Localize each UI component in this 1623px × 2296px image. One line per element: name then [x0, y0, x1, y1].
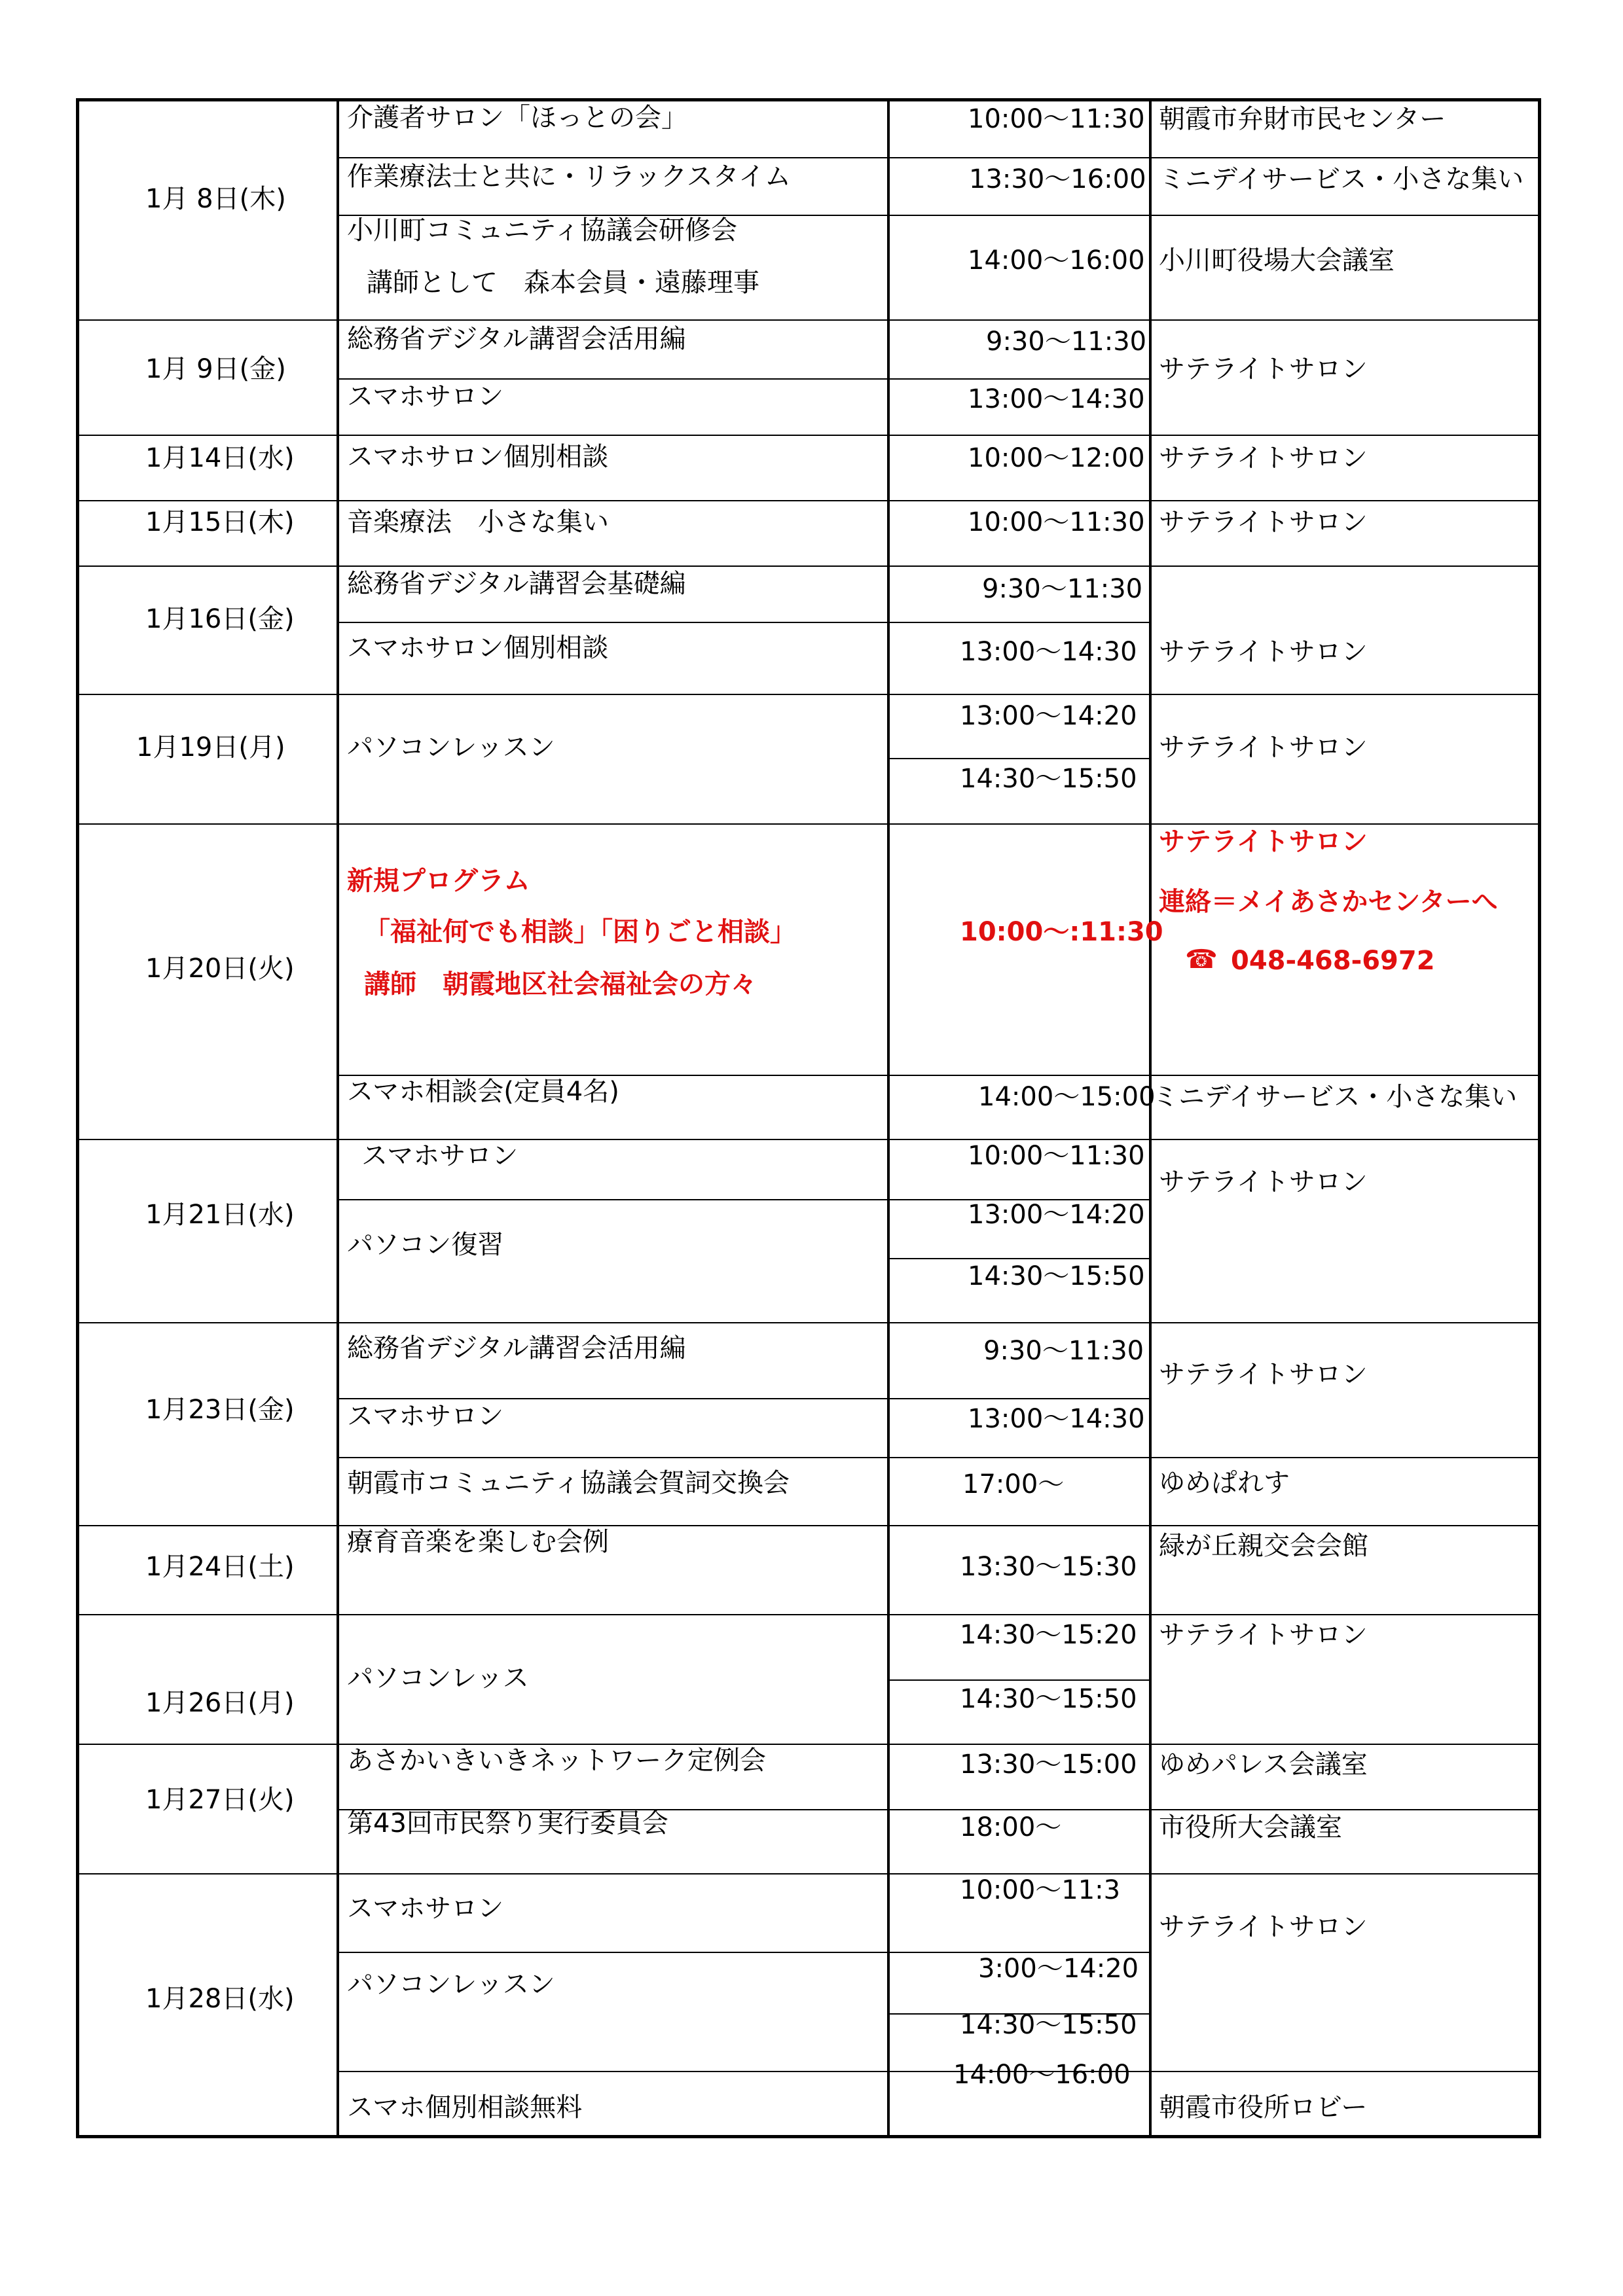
- event-place: ミニデイサービス・小さな集い: [1152, 1082, 1518, 1112]
- column-divider: [1149, 98, 1152, 2138]
- event-place: ゆめパレス会議室: [1159, 1749, 1368, 1780]
- cell-divider: [337, 622, 1149, 623]
- date-cell: 1月21日(水): [145, 1200, 295, 1230]
- date-cell: 1月24日(土): [145, 1552, 295, 1582]
- row-divider: [76, 823, 1541, 825]
- event-place: サテライトサロン: [1159, 1359, 1368, 1390]
- row-divider: [76, 1744, 1541, 1745]
- event-time: 14:30〜15:50: [960, 2010, 1137, 2040]
- cell-divider: [337, 2071, 1541, 2072]
- event-place: サテライトサロン: [1159, 354, 1368, 384]
- event-time: 3:00〜14:20: [978, 1954, 1139, 1984]
- event-place: 朝霞市役所ロビー: [1159, 2092, 1368, 2123]
- event-time: 14:30〜15:50: [960, 1684, 1137, 1714]
- event-title: 介護者サロン「ほっとの会」: [347, 103, 687, 133]
- event-time: 14:30〜15:50: [968, 1261, 1145, 1291]
- event-time: 13:00〜14:20: [968, 1200, 1145, 1230]
- event-title: スマホサロン: [347, 1893, 504, 1924]
- program-contact: 連絡＝メイあさかセンターへ: [1159, 887, 1498, 917]
- row-divider: [76, 1139, 1541, 1140]
- row-divider: [76, 694, 1541, 695]
- date-cell: 1月14日(水): [145, 443, 295, 473]
- event-time: 14:30〜15:50: [960, 764, 1137, 794]
- event-title: 音楽療法 小さな集い: [347, 507, 609, 537]
- event-place: ミニデイサービス・小さな集い: [1159, 164, 1524, 194]
- event-time: 13:00〜14:30: [960, 637, 1137, 667]
- event-place: ゆめぱれす: [1159, 1468, 1290, 1498]
- event-time: 13:00〜14:20: [960, 701, 1137, 731]
- event-place: サテライトサロン: [1159, 637, 1368, 667]
- event-time: 9:30〜11:30: [986, 327, 1147, 357]
- program-title: 「福祉何でも相談」「困りごと相談」: [364, 917, 796, 947]
- event-title: スマホサロン: [347, 1401, 504, 1431]
- program-lecturer: 講師 朝霞地区社会福祉会の方々: [364, 969, 757, 999]
- program-phone: 048-468-6972: [1231, 946, 1435, 976]
- date-cell: 1月23日(金): [145, 1395, 295, 1425]
- event-title: パソコンレッスン: [347, 732, 555, 762]
- event-place: 緑が丘親交会会館: [1159, 1531, 1368, 1561]
- event-time: 10:00〜12:00: [968, 443, 1145, 473]
- row-divider: [76, 435, 1541, 436]
- date-cell: 1月15日(木): [145, 507, 295, 537]
- event-place: サテライトサロン: [1159, 443, 1368, 473]
- event-time: 13:00〜14:30: [968, 1404, 1145, 1434]
- date-cell: 1月19日(月): [136, 732, 285, 762]
- date-cell: 1月26日(月): [145, 1688, 295, 1718]
- event-title: 小川町コミュニティ協議会研修会: [347, 215, 737, 245]
- cell-divider: [887, 1679, 1149, 1681]
- event-place: 市役所大会議室: [1159, 1812, 1342, 1842]
- event-time: 13:30〜15:30: [960, 1552, 1137, 1582]
- event-title: スマホサロン: [347, 382, 504, 412]
- program-place: サテライトサロン: [1159, 827, 1368, 857]
- row-divider: [76, 1614, 1541, 1615]
- event-title: 総務省デジタル講習会活用編: [347, 324, 686, 354]
- event-time: 14:00〜16:00: [953, 2060, 1131, 2090]
- event-title: 療育音楽を楽しむ会例: [347, 1527, 609, 1557]
- event-title: パソコンレッスン: [347, 1969, 555, 2000]
- phone-icon: ☎: [1185, 944, 1218, 975]
- event-time: 10:00〜11:30: [968, 104, 1145, 134]
- event-title: 朝霞市コミュニティ協議会賀詞交換会: [347, 1468, 790, 1498]
- event-time: 17:00〜: [962, 1469, 1065, 1499]
- event-subtitle: 講師として 森本会員・遠藤理事: [367, 268, 759, 298]
- date-cell: 1月27日(火): [145, 1785, 295, 1815]
- event-place: 小川町役場大会議室: [1159, 245, 1395, 276]
- event-title: スマホサロン: [361, 1141, 519, 1171]
- event-place: サテライトサロン: [1159, 1167, 1368, 1197]
- date-cell: 1月16日(金): [145, 604, 295, 634]
- row-divider: [76, 1322, 1541, 1323]
- program-heading: 新規プログラム: [347, 866, 530, 896]
- cell-divider: [887, 758, 1149, 759]
- row-divider: [76, 1873, 1541, 1874]
- event-title: 作業療法士と共に・リラックスタイム: [347, 162, 791, 192]
- column-divider: [887, 98, 890, 2138]
- event-title: スマホ個別相談無料: [347, 2092, 583, 2123]
- row-divider: [76, 500, 1541, 501]
- event-place: 朝霞市弁財市民センター: [1159, 104, 1446, 134]
- cell-divider: [337, 1952, 1149, 1953]
- date-cell: 1月20日(火): [145, 954, 295, 984]
- event-place: サテライトサロン: [1159, 732, 1368, 762]
- cell-divider: [887, 1258, 1149, 1259]
- cell-divider: [337, 1075, 1541, 1076]
- event-title: スマホサロン個別相談: [347, 633, 609, 663]
- column-divider: [337, 98, 339, 2138]
- cell-divider: [337, 1457, 1541, 1458]
- event-time: 14:30〜15:20: [960, 1620, 1137, 1650]
- event-time: 9:30〜11:30: [983, 1336, 1144, 1366]
- date-cell: 1月28日(水): [145, 1984, 295, 2014]
- event-title: パソコン復習: [347, 1230, 504, 1260]
- cell-divider: [337, 157, 1541, 158]
- event-time: 14:00〜16:00: [968, 245, 1145, 276]
- event-title: あさかいきいきネットワーク定例会: [347, 1746, 766, 1776]
- date-cell: 1月 9日(金): [145, 354, 286, 384]
- event-time: 14:00〜15:00: [978, 1082, 1156, 1112]
- cell-divider: [337, 1398, 1149, 1399]
- event-title: 第43回市民祭り実行委員会: [347, 1808, 668, 1839]
- event-place: サテライトサロン: [1159, 507, 1368, 537]
- event-place: サテライトサロン: [1159, 1620, 1368, 1650]
- event-time: 13:00〜14:30: [968, 384, 1145, 414]
- event-time: 9:30〜11:30: [982, 574, 1143, 604]
- event-time: 18:00〜: [960, 1812, 1062, 1842]
- event-time: 13:30〜16:00: [969, 164, 1146, 194]
- row-divider: [76, 319, 1541, 321]
- event-title: 総務省デジタル講習会活用編: [347, 1333, 686, 1363]
- event-title: スマホサロン個別相談: [347, 442, 609, 472]
- event-title: 総務省デジタル講習会基礎編: [347, 569, 686, 599]
- event-title: スマホ相談会(定員4名): [347, 1077, 619, 1107]
- row-divider: [76, 1525, 1541, 1526]
- event-time: 10:00〜11:30: [968, 507, 1145, 537]
- event-title: パソコンレッス: [347, 1663, 529, 1693]
- event-place: サテライトサロン: [1159, 1912, 1368, 1942]
- event-time: 13:30〜15:00: [960, 1749, 1137, 1780]
- event-time: 10:00〜11:30: [968, 1141, 1145, 1171]
- row-divider: [76, 565, 1541, 567]
- event-time: 10:00〜11:3: [960, 1875, 1121, 1905]
- date-cell: 1月 8日(木): [145, 184, 286, 214]
- cell-divider: [337, 378, 1149, 380]
- program-time: 10:00〜:11:30: [960, 917, 1163, 947]
